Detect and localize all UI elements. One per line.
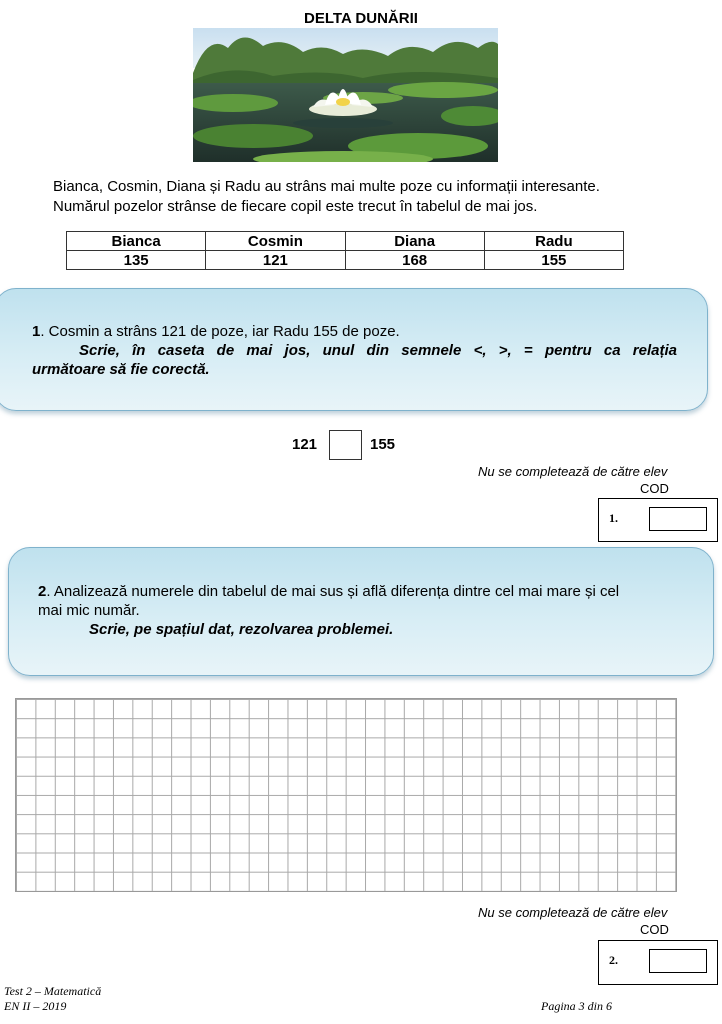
table-cell: 121	[206, 251, 345, 270]
grading-score-field	[649, 949, 707, 973]
intro-text	[53, 177, 693, 217]
page-title: DELTA DUNĂRII	[304, 10, 418, 27]
grading-score-field	[649, 507, 707, 531]
question-2-box	[8, 547, 714, 676]
photos-table	[66, 231, 624, 270]
answer-row	[0, 430, 722, 460]
grading-label: 2.	[609, 953, 618, 967]
water-lily-photo	[193, 28, 498, 162]
table-header-cell: Diana	[345, 232, 484, 251]
grading-note: Nu se completează de către elev	[478, 464, 668, 479]
right-number: 155	[370, 436, 396, 453]
grading-label: 1.	[609, 511, 618, 525]
question-number: 2	[38, 583, 47, 600]
table-cell: 168	[345, 251, 484, 270]
answer-sign-box[interactable]	[329, 430, 362, 460]
question-instruction-line-2: următoare să fie corectă.	[32, 361, 210, 378]
question-statement: . Cosmin a strâns 121 de poze, iar Radu 155 de poze.	[40, 323, 400, 340]
grading-box-2	[598, 940, 718, 985]
table-cell: 155	[484, 251, 623, 270]
intro-line-2: Numărul pozelor strânse de fiecare copil este trecut în tabelul de mai jos.	[53, 198, 538, 215]
question-instruction-line-1: Scrie, în caseta de mai jos, unul din semnele <, >, = pentru ca relația	[79, 342, 677, 359]
cod-label: COD	[640, 922, 669, 937]
footer-exam-name: EN II – 2019	[4, 999, 67, 1013]
page-number: Pagina 3 din 6	[541, 999, 612, 1013]
grading-box-1	[598, 498, 718, 542]
table-row	[67, 251, 624, 270]
left-number: 121	[292, 436, 318, 453]
question-statement-line-2: mai mic număr.	[38, 602, 140, 619]
cod-label: COD	[640, 481, 669, 496]
question-number: 1	[32, 323, 41, 340]
table-header-cell: Cosmin	[206, 232, 345, 251]
answer-grid[interactable]	[15, 698, 677, 892]
grading-note: Nu se completează de către elev	[478, 905, 668, 920]
table-header-row	[67, 232, 624, 251]
question-instruction: Scrie, pe spațiul dat, rezolvarea problemei.	[89, 621, 394, 638]
intro-line-1: Bianca, Cosmin, Diana și Radu au strâns mai multe poze cu informații interesante.	[53, 178, 600, 195]
question-1-box	[0, 288, 708, 411]
question-2-text	[38, 582, 698, 639]
question-statement-line-1: . Analizează numerele din tabelul de mai sus și află diferența dintre cel mai mare și cel	[46, 583, 620, 600]
table-header-cell: Radu	[484, 232, 623, 251]
table-cell: 135	[67, 251, 206, 270]
question-1-text	[32, 322, 677, 379]
footer-test-name: Test 2 – Matematică	[4, 984, 102, 998]
table-header-cell: Bianca	[67, 232, 206, 251]
